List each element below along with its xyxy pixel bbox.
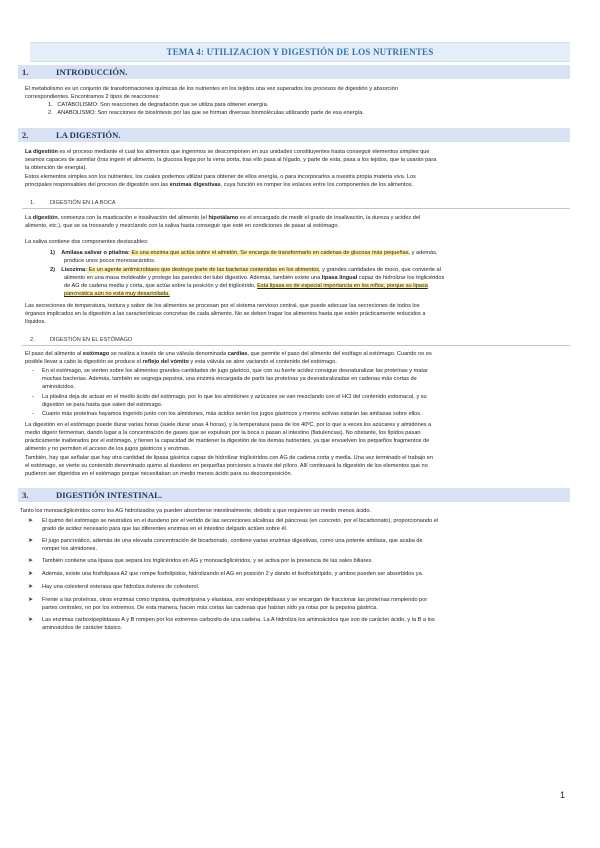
bullet-text: También contiene una lipasa que separa los triglicéridos en AG y monoacilglicéridos, y se activa por la presencia de las sales biliares. xyxy=(42,558,373,564)
section-title: INTRODUCCIÓN. xyxy=(56,67,128,77)
paragraph: seamos capaces de asimilar (tras ingerir el alimento, la glucosa llega por la vena porta, tras ello pasa al hígado, y parte de esta, pasa a los tejidos, que la usarán para xyxy=(25,157,437,163)
bullet-dash: - xyxy=(32,411,34,417)
paragraph: órganos implicados en la digestión a las características concretas de cada alimento. No se deben tragar los alimentos hasta que estén prácticamente reducidos a xyxy=(25,311,426,317)
subsection-number: 2. xyxy=(30,336,35,343)
paragraph: La digestión en el estómago puede durar varias horas (suele durar unas 4 horas), y la temperatura pasa de los 40ºC, por lo que a veces los azúcares y almidones a xyxy=(25,422,432,428)
paragraph: correspondientes. Encontramos 2 tipos de reacciones: xyxy=(25,94,160,100)
bullet-text: partes centrales, no por los extremos. De esta manera, hacen más cortas las cadenas que habían sido ya rotas por la pepsina gástrica. xyxy=(42,605,378,611)
paragraph: La saliva contiene dos componentes destacables: xyxy=(25,239,149,245)
bullet-text: muchas bacterias. Además, también se segrega pepsina, una enzima encargada de partir las proteínas ya desnaturalizadas en cadenas más cortas de xyxy=(42,376,417,382)
list-item: 2. ANABOLISMO: Son reacciones de biosíntesis por las que se forman diversas biomoléculas utilizando parte de esa energía. xyxy=(48,110,364,116)
bullet-text: En el estómago, se vierten sobre los alimentos grandes cantidades de jugo gástrico, que con su fuerte acidez consigue desnaturalizar las proteínas y matar xyxy=(42,368,428,374)
paragraph: La digestión es el proceso mediante el cual los alimentos que ingerimos se descomponen en sus unidades constituyentes hasta conseguir elementos simples que xyxy=(25,149,430,155)
section-heading-digestion xyxy=(18,128,570,142)
bullet-dash: - xyxy=(32,368,34,374)
list-item-cont: alimento en una masa moldeable y protege las paredes del tubo digestivo. Además, también existe una lipasa lingual capaz de hidrolizar los triglicéridos xyxy=(64,275,445,281)
paragraph: el estómago, se vierte su contenido denominado quimo al duodeno en pequeñas porciones a través del píloro. Allí continuará la digestión de los elementos que no xyxy=(25,463,428,469)
section-heading-digestion-intestinal xyxy=(18,488,570,502)
bullet-arrow-icon: ➤ xyxy=(28,584,34,590)
bullet-text: romper los almidones. xyxy=(42,546,98,552)
paragraph: El paso del alimento al estómago se realiza a través de una válvula denominada cardias, que permite el paso del alimento del esófago al estómago. Cuando no es xyxy=(25,351,432,357)
paragraph: También, hay que señalar que hay otra cantidad de lipasa gástrica capaz de hidrolizar triglicéridos con AG de cadena corta y media. Una vez terminado el trabajo en xyxy=(25,455,433,461)
bullet-text: grado de acidez necesario para que las diferentes enzimas en el intestino delgado actúen sobre él. xyxy=(42,526,288,532)
bullet-text: Cuanto más proteínas hayamos ingerido junto con los almidones, más ácidos serán los jugos gástricos y menos activas estarán las amilasas sobre ellos. xyxy=(42,411,422,417)
bullet-text: Frente a las proteínas, otras enzimas como tripsina, quimotripsina y elastasa, son endopeptidasas y se encargan de fraccionar las proteínas rompiendo por xyxy=(42,597,428,603)
list-item: 2) Lisozima: Es un agente antimicrobiano que destruye parte de las bacterias contenidas en los alimentos, y grandes cantidades de moco, que convierte al xyxy=(50,267,441,273)
bullet-arrow-icon: ➤ xyxy=(28,558,34,564)
document-title: TEMA 4: UTILIZACION Y DIGESTIÓN DE LOS NUTRIENTES xyxy=(166,47,434,57)
paragraph: La digestión, comienza con la masticación e insalivación del alimento (el hipotálamo es el encargado de medir el grado de insalivación, la dureza y acidez del xyxy=(25,215,421,221)
paragraph: Tanto los monoacilglicéridos como los AG hidrolizados ya pueden absorberse intestinalmente, debido a que requieren un medio menos ácido. xyxy=(20,508,372,514)
bullet-text: aminoácidos de carácter básico. xyxy=(42,625,123,631)
paragraph: Las secreciones de temperatura, textura y sabor de los alimentos se procesan por el sistema nervioso central, que puede adecuar las secreciones de todos los xyxy=(25,303,420,309)
subsection-heading-boca xyxy=(22,197,570,209)
subsection-title: DIGESTIÓN EN EL ESTÓMAGO xyxy=(50,336,133,343)
paragraph: alimento, etc.), que se va troceando y mezclando con la saliva hasta conseguir que esté en condiciones de pasar al estómago. xyxy=(25,223,340,229)
section-number: 1. xyxy=(22,67,29,77)
section-number: 2. xyxy=(22,130,29,140)
bullet-text: El quimo del estómago se neutraliza en el duodeno por el vertido de las secreciones alcalinas del páncreas (en concreto, por el bicarbonato), proporcionando el xyxy=(42,518,439,524)
list-item: 1. CATABOLISMO: Son reacciones de degradación que se utiliza para obtener energía. xyxy=(48,102,269,108)
section-title: DIGESTIÓN INTESTINAL. xyxy=(56,490,163,500)
bullet-text: El jugo pancreático, además de una elevada concentración de bicarbonato, contiene varias enzimas digestivas, como una potente amilasa, que acaba de xyxy=(42,538,423,544)
list-item-cont: pancreática aún no está muy desarrollada. xyxy=(64,291,170,297)
paragraph: medio digerir fermentan, dando lugar a la concentración de gases que se expulsan por la boca o pasan al intestino (flatulencias). No obstante, los lípidos pasan xyxy=(25,430,421,436)
section-heading-introduccion xyxy=(18,65,570,79)
page-number: 1 xyxy=(560,790,566,800)
bullet-text: aminoácidos. xyxy=(42,384,75,390)
bullet-arrow-icon: ➤ xyxy=(28,538,34,544)
bullet-arrow-icon: ➤ xyxy=(28,518,34,524)
paragraph: líquidos. xyxy=(25,319,46,325)
bullet-text: La ptialina deja de actuar en el medio ácido del estómago, por lo que los almidones y azúcares se van mezclando con el HCl del contenido estomacal, y su xyxy=(42,394,427,400)
subsection-heading-estomago xyxy=(22,334,570,346)
paragraph: El metabolismo es un conjunto de transformaciones químicas de los nutrientes en los tejidos una vez superados los procesos de digestión y absorción xyxy=(25,86,398,92)
paragraph: pudieron ser digeridos en el estómago porque necesitaban un medio menos ácido para su descomposición. xyxy=(25,471,293,477)
list-item-cont: produce unos pocos monosacáridos. xyxy=(64,258,156,264)
section-number: 3. xyxy=(22,490,29,500)
subsection-number: 1. xyxy=(30,199,35,206)
paragraph: alimento y no permiten el acceso de los jugos gástricos y enzimas. xyxy=(25,446,191,452)
paragraph: Estos elementos simples son los nutrientes, los cuales podemos utilizar para obtener de ellos energía, o para incorporarlos a nuestra propia materia viva. Los xyxy=(25,174,416,180)
bullet-arrow-icon: ➤ xyxy=(28,617,34,623)
paragraph: la obtención de energía). xyxy=(25,165,87,171)
bullet-text: digestión se para hasta que salen del estómago. xyxy=(42,402,163,408)
list-item-cont: de AG de cadena media y corta, que actúa sobre la posición y del triglicérido. Esta lipasa es de especial importancia en los niños, porque su lipasa xyxy=(64,283,428,289)
bullet-arrow-icon: ➤ xyxy=(28,597,34,603)
subsection-title: DIGESTIÓN EN LA BOCA xyxy=(50,199,116,206)
bullet-arrow-icon: ➤ xyxy=(28,571,34,577)
bullet-text: Hay una colesterol esterasa que hidroliza ésteres de colesterol. xyxy=(42,584,200,590)
paragraph: prácticamente inalterados por el estómago, y tienen la capacidad de mantener la digestión de los demás nutrientes, ya que envuelven los pequeños fragmentos de xyxy=(25,438,430,444)
bullet-text: Las enzimas carboxipeptidasas A y B rompen por los extremos carboxilo de una cadena. La A hidroliza los aminoácidos que son de carácter ácido, y la B a los xyxy=(42,617,435,623)
bullet-dash: - xyxy=(32,394,34,400)
section-title: LA DIGESTIÓN. xyxy=(56,130,121,140)
paragraph: principales responsables del proceso de digestión son las enzimas digestivas, cuya función es romper los enlaces entre los componentes de los alimentos. xyxy=(25,182,414,188)
list-item: 1) Amilasa salivar o ptialina: Es una enzima que actúa sobre el almidón. Se encarga de transformarlo en cadenas de glucosa más pequeñas, y además, xyxy=(50,250,438,256)
bullet-text: Además, existe una fosfolipasa A2 que rompe fosfolípidos, hidrolizando el AG en posición 2 y dando el lisofosfolípido, y ambos pueden ser absorbidos ya. xyxy=(42,571,424,577)
document-title-bar xyxy=(30,42,570,62)
paragraph: posible llevar a cabo la digestión se produce el reflejo del vómito y esta válvula se abre vaciando el contenido del estómago. xyxy=(25,359,337,365)
